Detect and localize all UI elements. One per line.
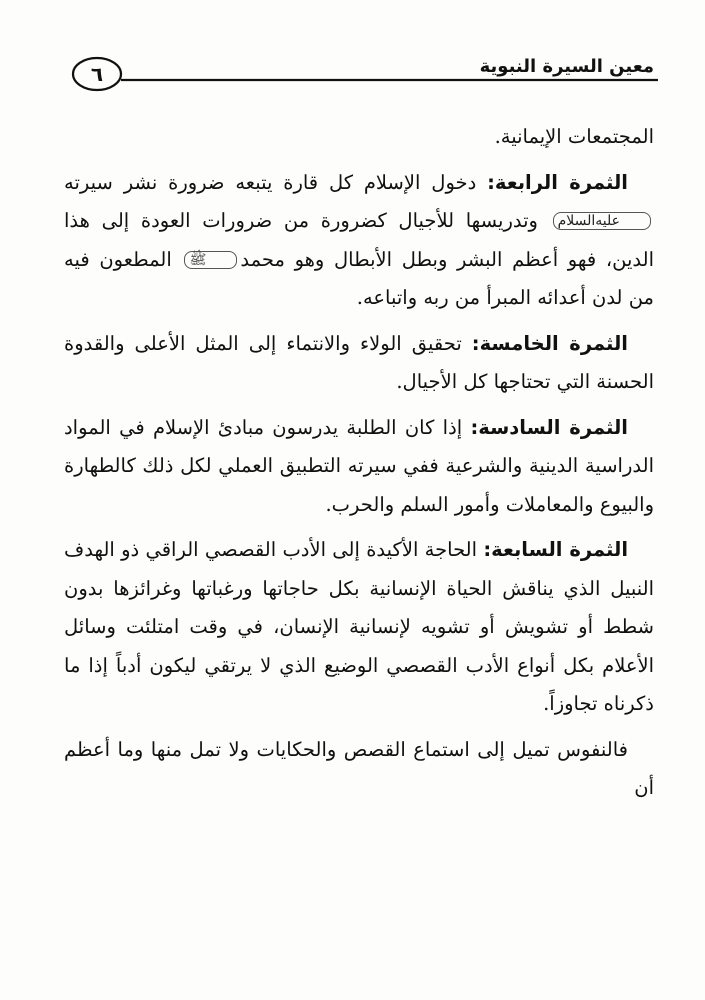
paragraph-text: تحقيق الولاء والانتماء إلى المثل الأعلى والقدوة الحسنة التي تحتاجها كل الأجيال. <box>64 331 654 393</box>
main-text <box>64 118 654 808</box>
paragraph-lead: الثمرة الخامسة: <box>471 331 628 355</box>
page-header <box>60 52 660 96</box>
paragraph-lead: الثمرة السابعة: <box>483 538 629 561</box>
paragraph-text: فالنفوس تميل إلى استماع القصص والحكايات ولا تمل منها وما أعظم أن <box>64 737 654 799</box>
paragraph-5 <box>64 531 654 724</box>
paragraph-2 <box>64 164 654 318</box>
paragraph-text: وتدريسها للأجيال كضرورة من ضرورات العودة إلى هذا الدين، فهو أعظم البشر وبطل الأبطال وهو محمد <box>64 209 654 271</box>
paragraph-1 <box>64 118 654 157</box>
paragraph-3 <box>64 325 654 402</box>
salah-mark-icon: عليه‌السلام <box>553 212 651 230</box>
page-number: ٦ <box>90 62 104 86</box>
paragraph-text: المجتمعات الإيمانية. <box>494 125 654 148</box>
paragraph-lead: الثمرة الرابعة: <box>487 170 628 194</box>
salah-mark-icon: ﷺ <box>184 251 237 269</box>
paragraph-6 <box>64 731 654 808</box>
paragraph-4 <box>64 409 654 525</box>
book-title: معين السيرة النبوية <box>479 56 654 77</box>
paragraph-text: دخول الإسلام كل قارة يتبعه ضرورة نشر سيرته <box>64 170 488 194</box>
paragraph-text: المطعون فيه من لدن أعدائه المبرأ من ربه واتباعه. <box>64 247 654 309</box>
paragraph-text: الحاجة الأكيدة إلى الأدب القصصي الراقي ذو الهدف النبيل الذي يناقش الحياة الإنسانية بكل حاجاتها ورغباتها وغرائزها بدون شطط أو تشويش أو تشويه لإنسانية الإنسان، في وقت امتلئت وسائل الأعلام بكل أنواع الأدب القصصي الوضيع الذي لا يرتقي ليكون أدباً إذا ما ذكرناه تجاوزاً. <box>64 538 654 715</box>
paragraph-text: إذا كان الطلبة يدرسون مبادئ الإسلام في المواد الدراسية الدينية والشرعية ففي سيرته التطبيق العملي لكل ذلك كالطهارة والبيوع والمعاملات وأمور السلم والحرب. <box>64 415 654 516</box>
paragraph-lead: الثمرة السادسة: <box>470 415 628 439</box>
